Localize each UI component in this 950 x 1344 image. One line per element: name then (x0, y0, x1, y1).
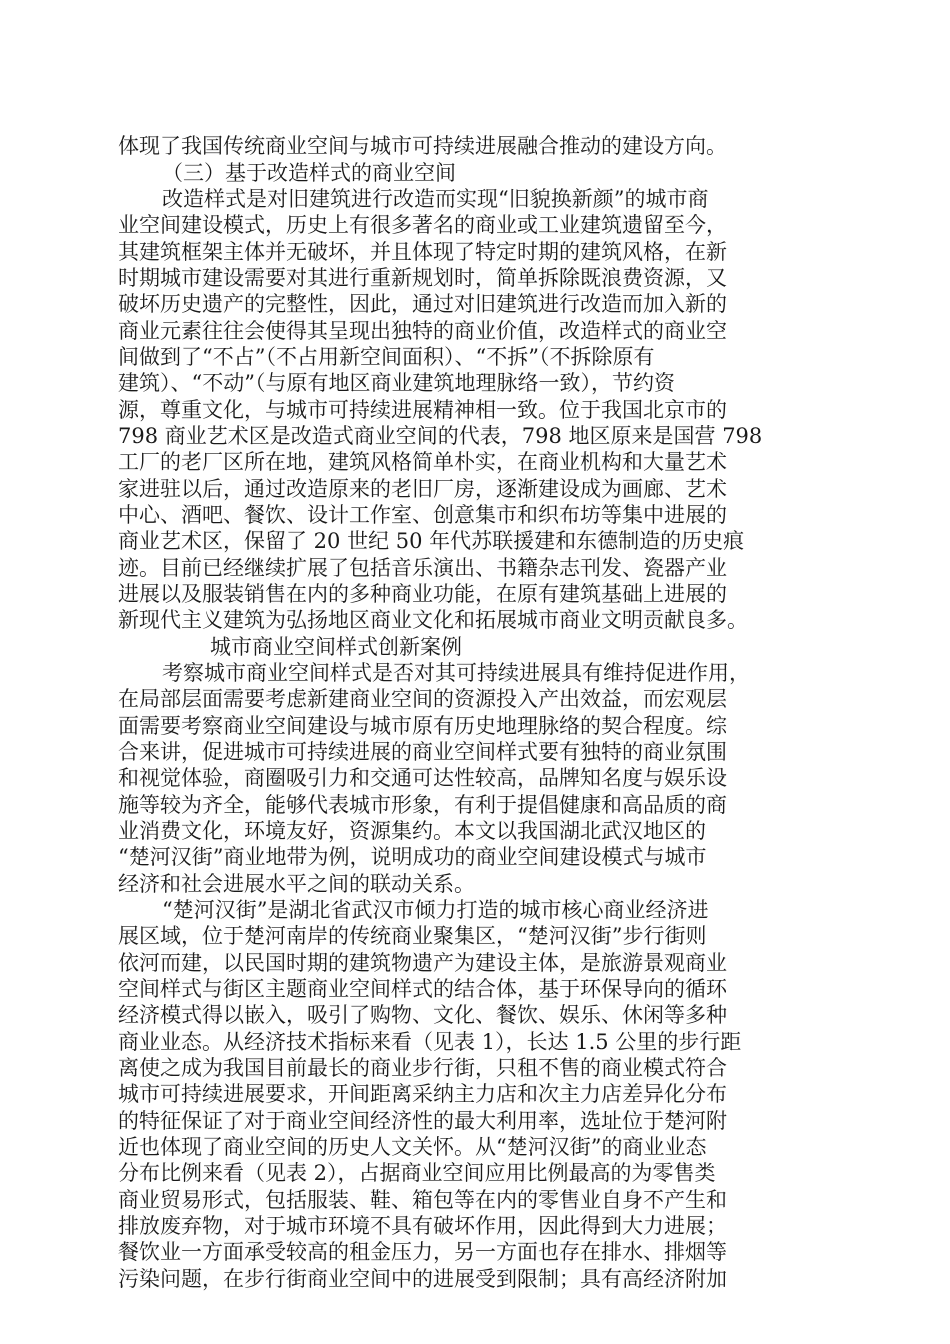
text-line: 的特征保证了对于商业空间经济性的最大利用率，选址位于楚河附 (118, 1109, 727, 1133)
text-line: 空间样式与街区主题商业空间样式的结合体，基于环保导向的循环 (118, 977, 727, 1001)
text-line: 迹。目前已经继续扩展了包括音乐演出、书籍杂志刊发、瓷器产业 (118, 556, 727, 580)
text-line: 业空间建设模式，历史上有很多著名的商业或工业建筑遗留至今， (118, 213, 727, 237)
text-line: 排放废弃物，对于城市环境不具有破坏作用，因此得到大力进展； (118, 1214, 727, 1238)
text-line: 离使之成为我国目前最长的商业步行街，只租不售的商业模式符合 (118, 1056, 727, 1080)
text-line: 依河而建，以民国时期的建筑物遗产为建设主体，是旅游景观商业 (118, 951, 727, 975)
text-line: 时期城市建设需要对其进行重新规划时，简单拆除既浪费资源，又 (118, 266, 727, 290)
text-line: 在局部层面需要考虑新建商业空间的资源投入产出效益，而宏观层 (118, 687, 727, 711)
text-line: 和视觉体验，商圈吸引力和交通可达性较高，品牌知名度与娱乐设 (118, 766, 727, 790)
text-line: 餐饮业一方面承受较高的租金压力，另一方面也存在排水、排烟等 (118, 1240, 727, 1264)
section-heading: 城市商业空间样式创新案例 (210, 635, 462, 659)
text-line: 源，尊重文化，与城市可持续进展精神相一致。位于我国北京市的 (118, 398, 727, 422)
text-line: 中心、酒吧、餐饮、设计工作室、创意集市和织布坊等集中进展的 (118, 503, 727, 527)
text-line: 施等较为齐全，能够代表城市形象，有利于提倡健康和高品质的商 (118, 793, 727, 817)
text-line: 面需要考察商业空间建设与城市原有历史地理脉络的契合程度。综 (118, 714, 727, 738)
text-line: 体现了我国传统商业空间与城市可持续进展融合推动的建设方向。 (118, 134, 727, 158)
text-line: 近也体现了商业空间的历史人文关怀。从“楚河汉街”的商业业态 (118, 1135, 707, 1159)
text-line: 建筑）、“不动”（与原有地区商业建筑地理脉络一致），节约资 (118, 371, 675, 395)
text-line: 商业艺术区，保留了 20 世纪 50 年代苏联援建和东德制造的历史痕 (118, 529, 745, 553)
text-line: 商业贸易形式，包括服装、鞋、箱包等在内的零售业自身不产生和 (118, 1188, 727, 1212)
text-line: 破坏历史遗产的完整性，因此，通过对旧建筑进行改造而加入新的 (118, 292, 727, 316)
text-line: 城市可持续进展要求，开间距离采纳主力店和次主力店差异化分布 (118, 1082, 727, 1106)
text-line: 污染问题，在步行街商业空间中的进展受到限制；具有高经济附加 (118, 1267, 727, 1291)
text-line: 商业元素往往会使得其呈现出独特的商业价值，改造样式的商业空 (118, 319, 727, 343)
text-line: 商业业态。从经济技术指标来看（见表 1），长达 1.5 公里的步行距 (118, 1030, 742, 1054)
text-line: 分布比例来看（见表 2），占据商业空间应用比例最高的为零售类 (118, 1161, 716, 1185)
text-line: 新现代主义建筑为弘扬地区商业文化和拓展城市商业文明贡献良多。 (118, 608, 748, 632)
text-line: 经济和社会进展水平之间的联动关系。 (118, 872, 475, 896)
text-line: 间做到了“不占”（不占用新空间面积）、“不拆”（不拆除原有 (118, 345, 655, 369)
text-line: 展区域，位于楚河南岸的传统商业聚集区，“楚河汉街”步行街则 (118, 924, 707, 948)
text-line: 进展以及服装销售在内的多种商业功能，在原有建筑基础上进展的 (118, 582, 727, 606)
section-heading: （三）基于改造样式的商业空间 (162, 161, 456, 185)
text-line: “楚河汉街”商业地带为例，说明成功的商业空间建设模式与城市 (118, 845, 707, 869)
text-line: 经济模式得以嵌入，吸引了购物、文化、餐饮、娱乐、休闲等多种 (118, 1003, 727, 1027)
text-line: 798 商业艺术区是改造式商业空间的代表，798 地区原来是国营 798 (118, 424, 763, 448)
text-line: 考察城市商业空间样式是否对其可持续进展具有维持促进作用， (162, 661, 750, 685)
text-line: “楚河汉街”是湖北省武汉市倾力打造的城市核心商业经济进 (162, 898, 709, 922)
text-line: 工厂的老厂区所在地，建筑风格简单朴实，在商业机构和大量艺术 (118, 450, 727, 474)
text-line: 其建筑框架主体并无破坏，并且体现了特定时期的建筑风格，在新 (118, 240, 727, 264)
text-line: 合来讲，促进城市可持续进展的商业空间样式要有独特的商业氛围 (118, 740, 727, 764)
text-line: 改造样式是对旧建筑进行改造而实现“旧貌换新颜”的城市商 (162, 187, 709, 211)
text-line: 业消费文化，环境友好，资源集约。本文以我国湖北武汉地区的 (118, 819, 706, 843)
text-line: 家进驻以后，通过改造原来的老旧厂房，逐渐建设成为画廊、艺术 (118, 477, 727, 501)
